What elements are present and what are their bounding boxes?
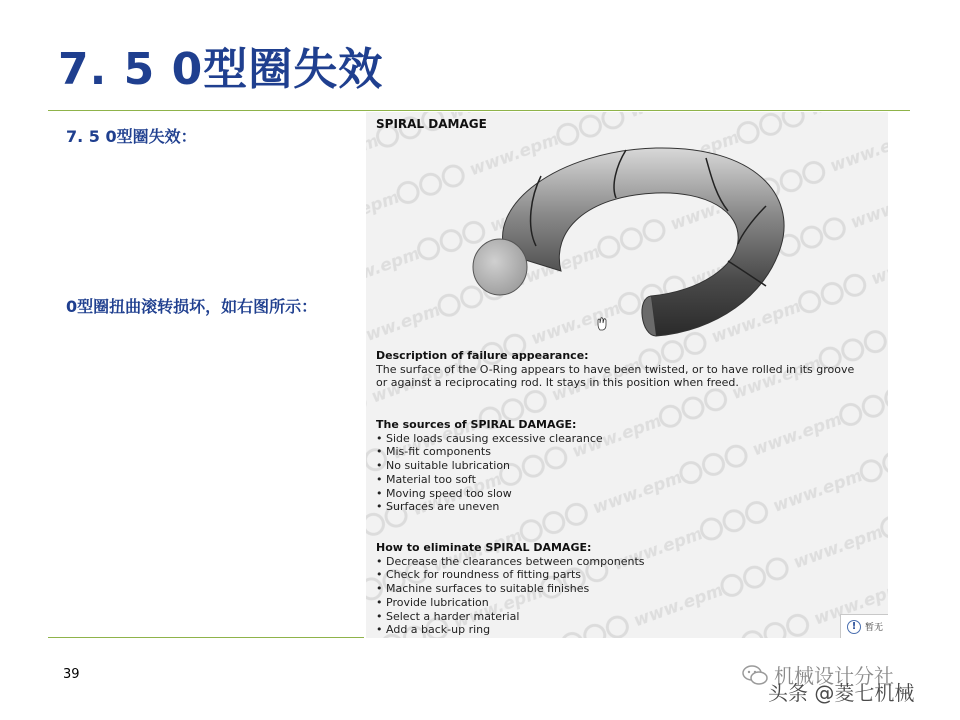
eliminate-item: • Machine surfaces to suitable finishes xyxy=(376,582,645,596)
description-line: or against a reciprocating rod. It stays in this position when freed. xyxy=(376,376,739,390)
source-item: • No suitable lubrication xyxy=(376,459,603,473)
wechat-icon xyxy=(742,664,768,686)
source-item: • Mis-fit components xyxy=(376,445,603,459)
notice-text: 暂无 xyxy=(865,623,884,633)
sources-section xyxy=(376,418,603,514)
footer-author: 头条 @菱七机械 xyxy=(768,681,915,705)
spiral-damage-figure xyxy=(366,112,888,638)
description-heading: Description of failure appearance: xyxy=(376,349,589,362)
description-line: The surface of the O-Ring appears to have been twisted, or to have rolled in its groove xyxy=(376,362,855,376)
source-item: • Surfaces are uneven xyxy=(376,500,603,514)
media-notice[interactable] xyxy=(840,614,888,638)
figure-title: SPIRAL DAMAGE xyxy=(376,117,487,131)
source-item: • Moving speed too slow xyxy=(376,487,603,501)
eliminate-item: • Add a back-up ring xyxy=(376,623,645,637)
eliminate-item: • Decrease the clearances between components xyxy=(376,555,645,569)
source-item: • Material too soft xyxy=(376,473,603,487)
footer-divider xyxy=(48,637,364,638)
eliminate-section xyxy=(376,541,645,637)
eliminate-item: • Provide lubrication xyxy=(376,596,645,610)
info-icon: ! xyxy=(847,620,861,634)
sources-heading: The sources of SPIRAL DAMAGE: xyxy=(376,418,577,431)
page-number: 39 xyxy=(63,667,80,682)
description-section xyxy=(376,349,886,390)
oring-illustration xyxy=(466,136,806,346)
eliminate-item: • Select a harder material xyxy=(376,610,645,624)
source-item: • Side loads causing excessive clearance xyxy=(376,432,603,446)
footer-account-name: 机械设计分社 xyxy=(774,664,894,688)
slide-title: 7. 5 0型圈失效 xyxy=(58,44,384,95)
section-heading: 7. 5 0型圈失效： xyxy=(66,127,197,146)
eliminate-heading: How to eliminate SPIRAL DAMAGE: xyxy=(376,541,592,554)
title-divider xyxy=(48,110,910,111)
section-body: 0型圈扭曲滚转损坏，如右图所示： xyxy=(66,297,318,316)
eliminate-item: • Check for roundness of fitting parts xyxy=(376,568,645,582)
